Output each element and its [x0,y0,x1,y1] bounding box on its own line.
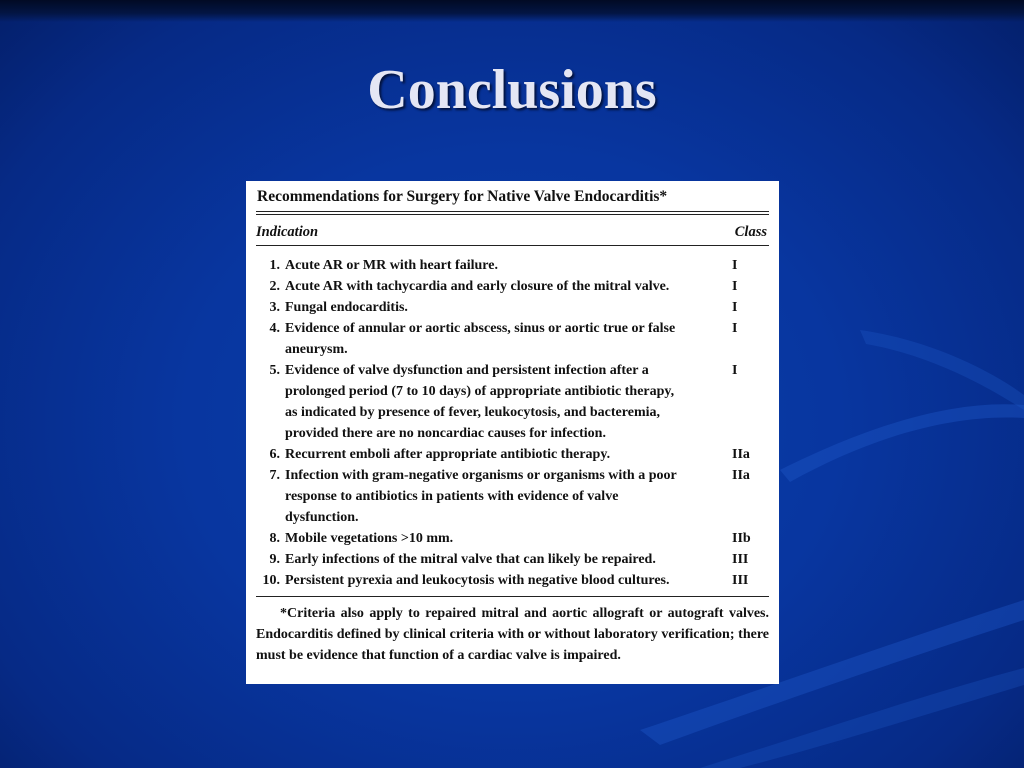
row-indication [285,444,730,465]
indication-line: Persistent pyrexia and leukocytosis with negative blood cultures. [285,573,670,588]
row-indication [285,549,730,570]
row-indication [285,276,730,297]
indication-line: Early infections of the mitral valve that can likely be repaired. [285,552,656,567]
table-row [256,318,769,360]
row-class: I [732,258,738,273]
indication-line: Evidence of annular or aortic abscess, sinus or aortic true or false [285,321,676,336]
table-row [256,444,769,465]
row-class: I [732,363,738,378]
indication-line: aneurysm. [285,342,348,357]
row-class: IIb [732,531,751,546]
row-number: 4. [269,321,280,336]
slide-title: Conclusions [367,59,657,121]
indication-line: Infection with gram-negative organisms or organisms with a poor [285,468,677,483]
table-row [256,528,769,549]
indication-line: Fungal endocarditis. [285,300,408,315]
row-number: 10. [262,573,280,588]
row-number: 7. [269,468,280,483]
indication-line: Mobile vegetations >10 mm. [285,531,454,546]
table-row [256,255,769,276]
row-number: 5. [269,363,280,378]
row-class: I [732,279,738,294]
indication-line: as indicated by presence of fever, leukocytosis, and bacteremia, [285,405,660,420]
table-row [256,360,769,444]
row-indication [285,465,730,528]
row-class: I [732,300,738,315]
indication-line: Acute AR or MR with heart failure. [285,258,498,273]
row-indication [285,318,730,360]
row-number: 1. [269,258,280,273]
table-row [256,465,769,528]
row-number: 2. [269,279,280,294]
table-row [256,549,769,570]
row-number: 8. [269,531,280,546]
row-class: III [732,573,749,588]
table-header-row [256,215,769,245]
row-indication [285,570,730,591]
row-indication [285,528,730,549]
row-class: III [732,552,749,567]
row-indication [285,297,730,318]
table-footnote: *Criteria also apply to repaired mitral and aortic allograft or autograft valves. Endocarditis defined by clinical criteria with or without laboratory verification; there must be evidence that function of a cardiac valve is impaired. [256,606,769,663]
row-indication [285,360,730,444]
recommendations-table [246,181,779,684]
table-row [256,570,769,591]
indication-line: provided there are no noncardiac causes for infection. [285,426,606,441]
row-class: IIa [732,468,750,483]
table-row [256,297,769,318]
table-rows [256,246,769,591]
row-class: I [732,321,738,336]
indication-line: Acute AR with tachycardia and early closure of the mitral valve. [285,279,670,294]
row-number: 9. [269,552,280,567]
indication-line: dysfunction. [285,510,359,525]
row-number: 6. [269,447,280,462]
header-class: Class [734,224,767,240]
row-class: IIa [732,447,750,462]
indication-line: response to antibiotics in patients with evidence of valve [285,489,619,504]
indication-line: Recurrent emboli after appropriate antibiotic therapy. [285,447,611,462]
table-title: Recommendations for Surgery for Native Valve Endocarditis* [257,188,668,205]
header-indication: Indication [256,224,319,240]
table-row [256,276,769,297]
indication-line: Evidence of valve dysfunction and persistent infection after a [285,363,649,378]
row-number: 3. [269,300,280,315]
row-indication [285,255,730,276]
indication-line: prolonged period (7 to 10 days) of appropriate antibiotic therapy, [285,384,675,399]
